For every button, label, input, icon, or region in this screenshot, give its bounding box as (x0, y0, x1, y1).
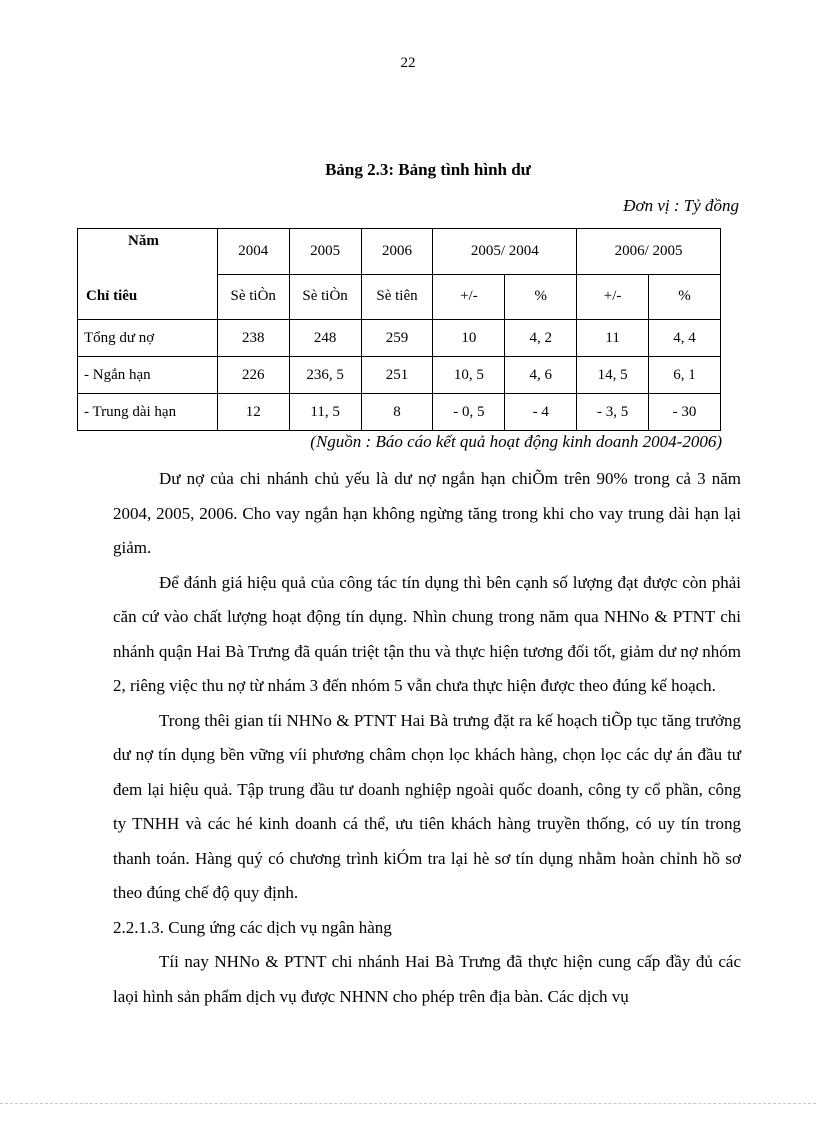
table-cell: 10, 5 (433, 357, 505, 394)
table-cell: 226 (217, 357, 289, 394)
table-cell: - 3, 5 (577, 394, 649, 431)
table-cell: 4, 4 (649, 320, 721, 357)
table-cell: - 0, 5 (433, 394, 505, 431)
paragraph: Dư nợ của chi nhánh chủ yếu là dư nợ ngắn hạn chiÕm trên 90% trong cả 3 năm 2004, 2005, 2006. Cho vay ngắn hạn không ngừng tăng trong khi cho vay trung dài hạn lại giảm. (113, 469, 741, 557)
loan-balance-table (77, 228, 721, 431)
comparison-header: 2005/ 2004 (433, 229, 577, 275)
row-label: - Trung dài hạn (78, 394, 218, 431)
year-header: 2004 (217, 229, 289, 275)
body-text (113, 462, 741, 1014)
header-chitieu: Chỉ tiêu (86, 288, 138, 304)
table-cell: 236, 5 (289, 357, 361, 394)
paragraph: Trong thêi gian tíi NHNo & PTNT Hai Bà trưng đặt ra kế hoạch tiÕp tục tăng trưởng dư nợ tín dụng bền vững víi phương châm chọn lọc khách hàng, chọn lọc các dự án đầu tư đem lại hiệu quả. Tập trung đầu tư doanh nghiệp ngoài quốc doanh, công ty cổ phần, công ty TNHH và các hé kinh doanh cá thể, ưu tiên khách hàng truyền thống, có uy tín trong thanh toán. Hàng quý có chương trình kiÓm tra lại hè sơ tín dụng nhằm hoàn chỉnh hồ sơ theo đúng chế độ quy định. (113, 710, 741, 902)
table-row (78, 394, 721, 431)
table-cell: 11 (577, 320, 649, 357)
table-cell: 251 (361, 357, 433, 394)
sub-header: +/- (433, 274, 505, 320)
sub-header: +/- (577, 274, 649, 320)
table-row (78, 357, 721, 394)
table-row (78, 320, 721, 357)
table-cell: 6, 1 (649, 357, 721, 394)
table-cell: - 30 (649, 394, 721, 431)
table-cell: 4, 6 (505, 357, 577, 394)
row-label: Tổng dư nợ (78, 320, 218, 357)
header-nam: Năm (128, 233, 159, 249)
table-cell: 4, 2 (505, 320, 577, 357)
year-header: 2006 (361, 229, 433, 275)
table-cell: 12 (217, 394, 289, 431)
table-cell: 238 (217, 320, 289, 357)
table-cell: 10 (433, 320, 505, 357)
sub-header: % (649, 274, 721, 320)
table-title: Bảng 2.3: Bảng tình hình dư (325, 160, 531, 179)
table-cell: 8 (361, 394, 433, 431)
table-cell: 248 (289, 320, 361, 357)
table-cell: - 4 (505, 394, 577, 431)
sub-header: % (505, 274, 577, 320)
footer-divider (0, 1103, 816, 1104)
source-note: (Nguồn : Báo cáo kết quả hoạt động kinh doanh 2004-2006) (310, 432, 722, 451)
comparison-header: 2006/ 2005 (577, 229, 721, 275)
sub-header: Sè tiÒn (217, 274, 289, 320)
header-corner-cell (78, 229, 218, 320)
table-cell: 259 (361, 320, 433, 357)
table-cell: 14, 5 (577, 357, 649, 394)
row-label: - Ngắn hạn (78, 357, 218, 394)
year-header: 2005 (289, 229, 361, 275)
section-heading: 2.2.1.3. Cung ứng các dịch vụ ngân hàng (113, 917, 392, 937)
paragraph: Tíi nay NHNo & PTNT chi nhánh Hai Bà Trưng đã thực hiện cung cấp đầy đủ các laọi hình sản phẩm dịch vụ được NHNN cho phép trên địa bàn. Các dịch vụ (113, 952, 741, 1006)
sub-header: Sè tiên (361, 274, 433, 320)
unit-label: Đơn vị : Tỷ đồng (623, 196, 739, 215)
sub-header: Sè tiÒn (289, 274, 361, 320)
page-number: 22 (400, 55, 416, 71)
table-cell: 11, 5 (289, 394, 361, 431)
paragraph: Để đánh giá hiệu quả của công tác tín dụng thì bên cạnh số lượng đạt được còn phải căn cứ vào chất lượng hoạt động tín dụng. Nhìn chung trong năm qua NHNo & PTNT chi nhánh quận Hai Bà Trưng đã quán triệt tận thu và thực hiện tương đối tốt, giảm dư nợ nhóm 2, riêng việc thu nợ từ nhám 3 đến nhóm 5 vẫn chưa thực hiện được theo đúng kế hoạch. (113, 572, 741, 695)
